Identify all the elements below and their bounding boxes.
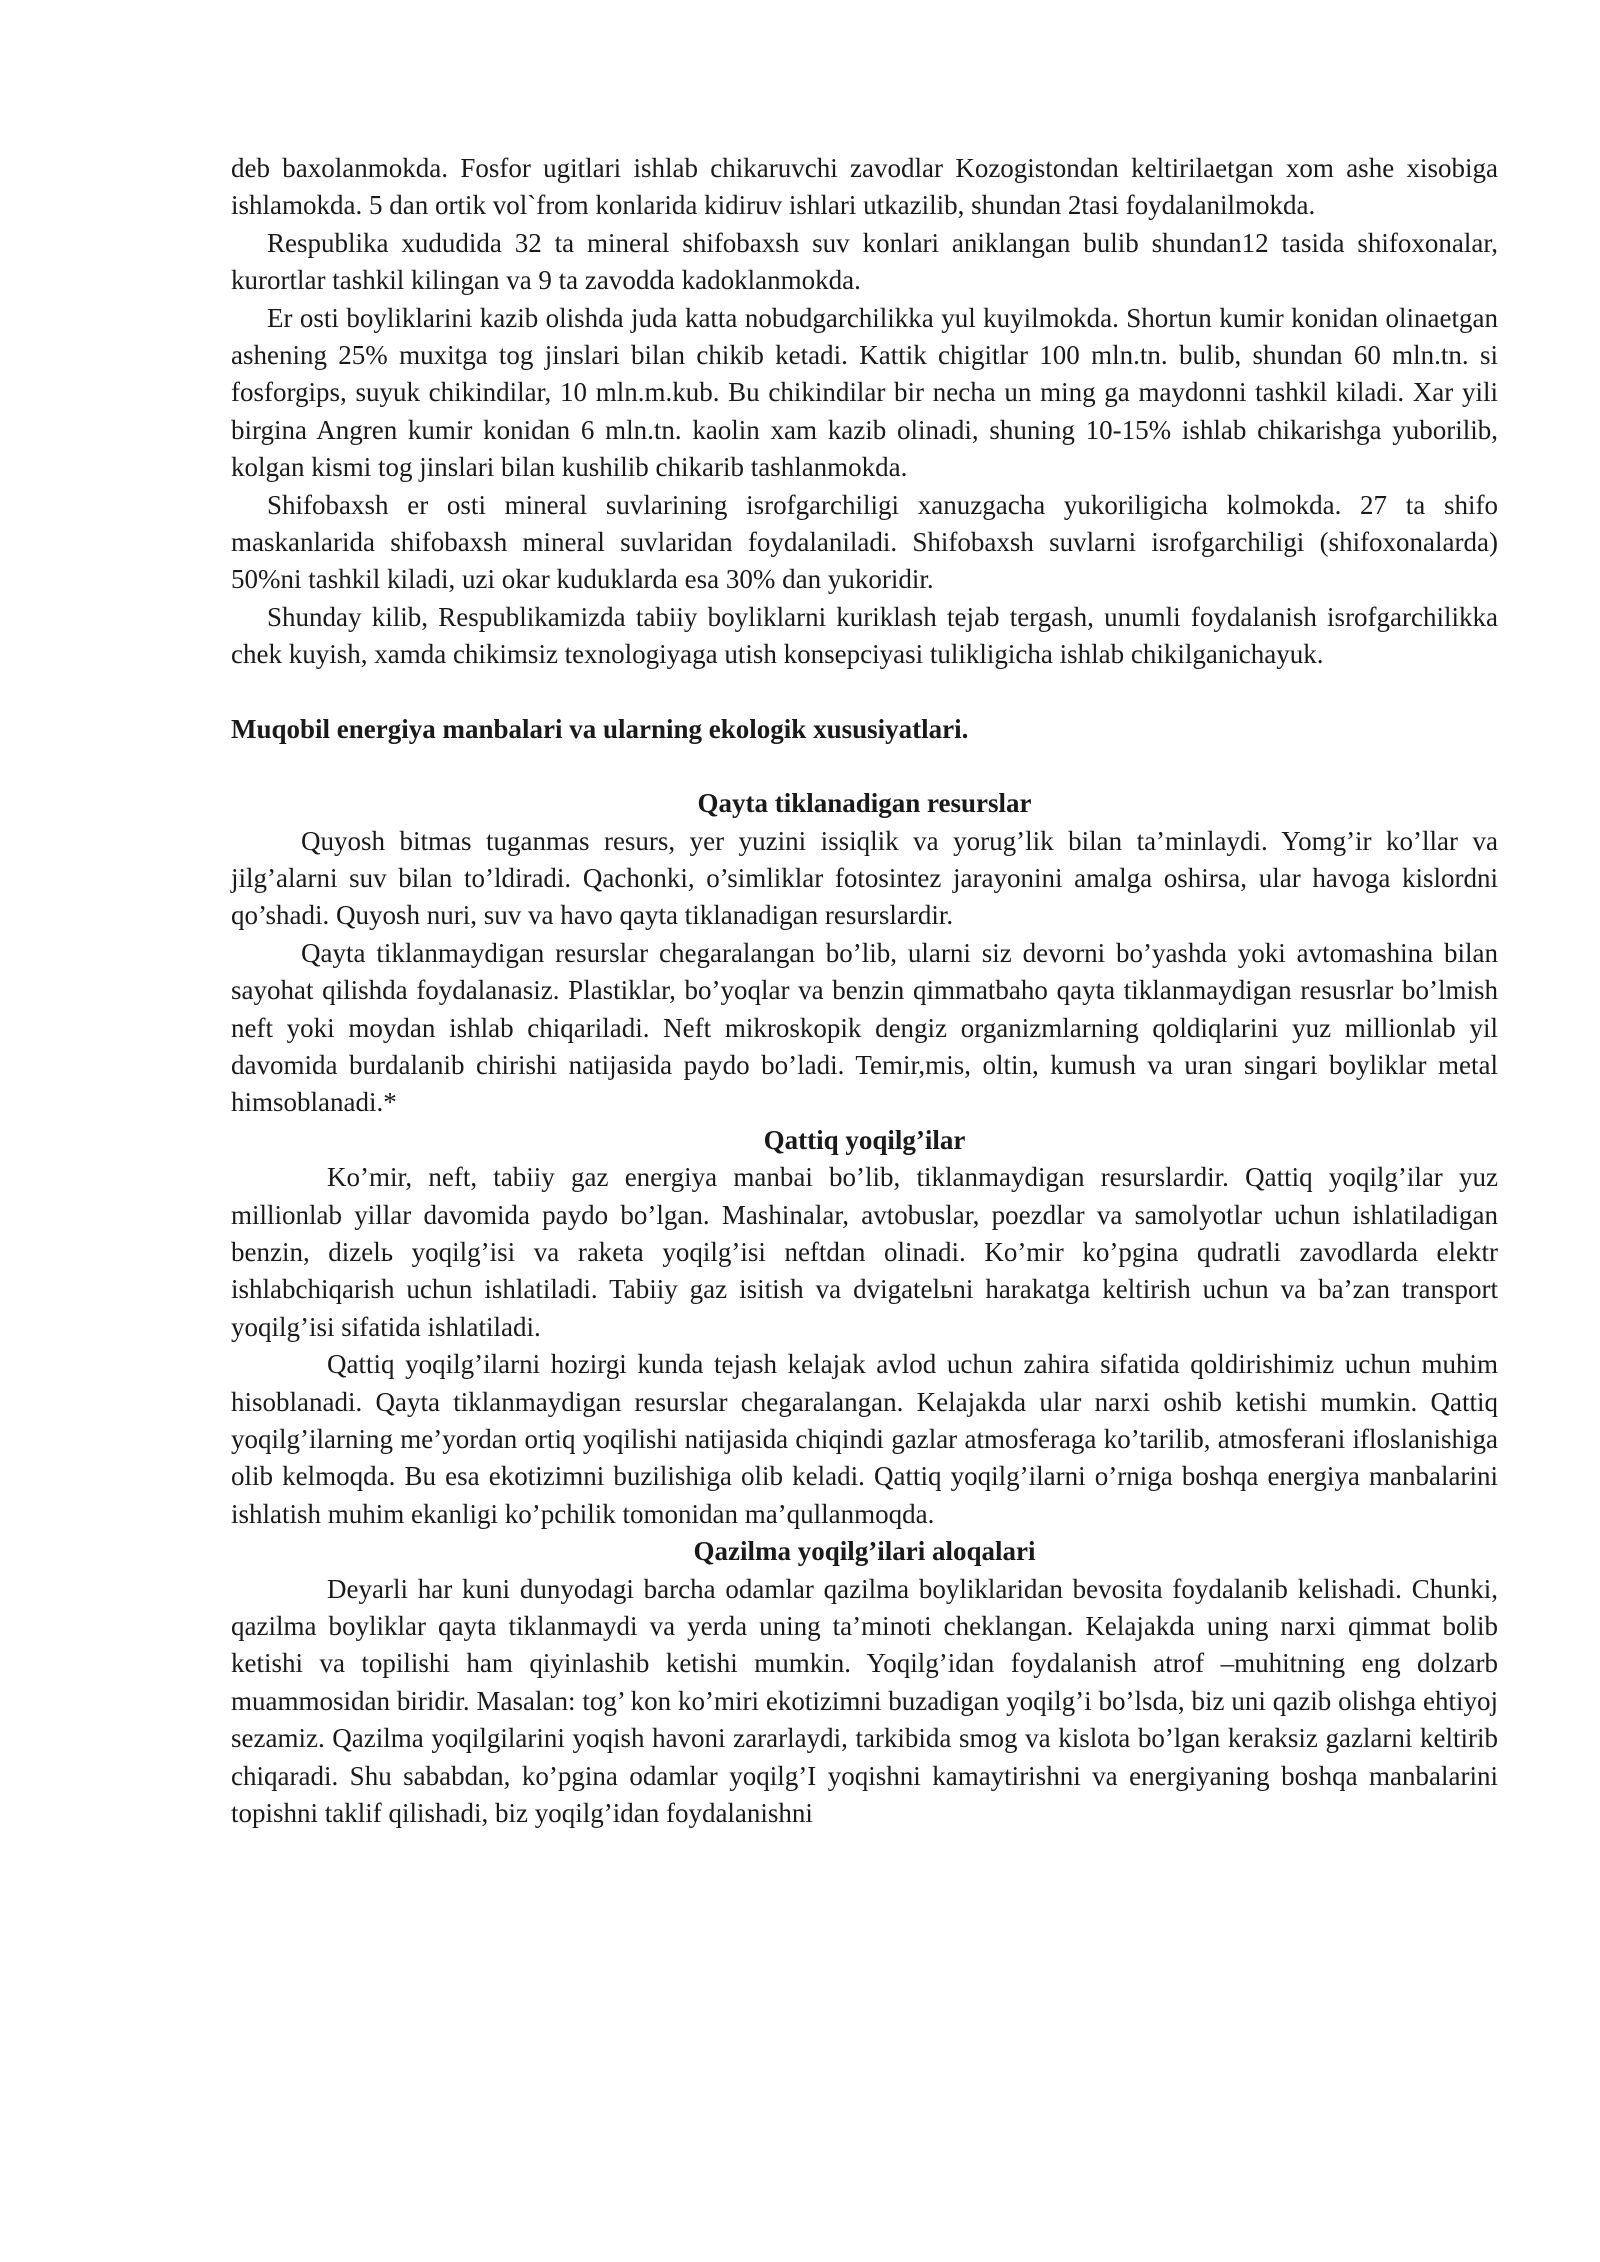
paragraph-intro-2: Respublika xududida 32 ta mineral shifobaxsh suv konlari aniklangan bulib shundan12 tasida shifoxonalar, kurortlar tashkil kilingan va 9 ta zavodda kadoklanmokda.	[231, 227, 1498, 296]
paragraph-renewable-2: Qayta tiklanmaydigan resurslar chegaralangan bo’lib, ularni siz devorni bo’yashda yoki avtomashina bilan sayohat qilishda foydalanasiz. Plastiklar, bo’yoqlar va benzin qimmatbaho qayta tiklanmaydigan resusrlar bo’lmish neft yoki moydan ishlab chiqariladi. Neft mikroskopik dengiz organizmlarning qoldiqlarini yuz millionlab yil davomida burdalanib chirishi natijasida paydo bo’ladi. Temir,mis, oltin, kumush va uran singari boyliklar metal himsoblanadi.*	[231, 937, 1498, 1118]
section-heading-solid-fuels: Qattiq yoqilg’ilar	[763, 1124, 966, 1155]
paragraph-solid-fuels-2: Qattiq yoqilg’ilarni hozirgi kunda tejash kelajak avlod uchun zahira sifatida qoldirishimiz uchun muhim hisoblanadi. Qayta tiklanmaydigan resurslar chegaralangan. Kelajakda ular narxi oshib ketishi mumkin. Qattiq yoqilg’ilarning me’yordan ortiq yoqilishi natijasida chiqindi gazlar atmosferaga ko’tarilib, atmosferani ifloslanishiga olib kelmoqda. Bu esa ekotizimni buzilishiga olib keladi. Qattiq yoqilg’ilarni o’rniga boshqa energiya manbalarini ishlatish muhim ekanligi ko’pchilik tomonidan ma’qullanmoqda.	[231, 1349, 1498, 1529]
paragraph-fossil-fuels-1: Deyarli har kuni dunyodagi barcha odamlar qazilma boyliklaridan bevosita foydalanib kelishadi. Chunki, qazilma boyliklar qayta tiklanmaydi va yerda uning ta’minoti cheklangan. Kelajakda uning narxi qimmat bolib ketishi va topilishi ham qiyinlashib ketishi mumkin. Yoqilg’idan foydalanish atrof –muhitning eng dolzarb muammosidan biridir. Masalan: tog’ kon ko’miri ekotizimni buzadigan yoqilg’i bo’lsda, biz uni qazib olishga ehtiyoj sezamiz. Qazilma yoqilgilarini yoqish havoni zararlaydi, tarkibida smog va kislota bo’lgan keraksiz gazlarni keltirib chiqaradi. Shu sababdan, ko’pgina odamlar yoqilg’I yoqishni kamaytirishni va energiyaning boshqa manbalarini topishni taklif qilishadi, biz yoqilg’idan foydalanishni	[231, 1573, 1498, 1829]
paragraph-renewable-1: Quyosh bitmas tuganmas resurs, yer yuzini issiqlik va yorug’lik bilan ta’minlaydi. Yomg’ir ko’llar va jilg’alarni suv bilan to’ldiradi. Qachonki, o’simliklar fotosintez jarayonini amalga oshirsa, ular havoga kislordni qo’shadi. Quyosh nuri, suv va havo qayta tiklanadigan resurslardir.	[231, 825, 1498, 931]
paragraph-intro-1: deb baxolanmokda. Fosfor ugitlari ishlab chikaruvchi zavodlar Kozogistondan keltirilaetgan xom ashe xisobiga ishlamokda. 5 dan ortik vol`from konlarida kidiruv ishlari utkazilib, shundan 2tasi foydalanilmokda.	[231, 153, 1498, 221]
section-heading-fossil-fuels: Qazilma yoqilg’ilari aloqalari	[693, 1536, 1036, 1567]
document-body	[231, 150, 1498, 1832]
spacer	[231, 748, 1498, 785]
main-heading: Muqobil energiya manbalari va ularning ekologik xususiyatlari.	[231, 713, 969, 744]
paragraph-intro-3: Er osti boyliklarini kazib olishda juda katta nobudgarchilikka yul kuyilmokda. Shortun kumir konidan olinaetgan ashening 25% muxitga tog jinslari bilan chikib ketadi. Kattik chigitlar 100 mln.tn. bulib, shundan 60 mln.tn. si fosforgips, suyuk chikindilar, 10 mln.m.kub. Bu chikindilar bir necha un ming ga maydonni tashkil kiladi. Xar yili birgina Angren kumir konidan 6 mln.tn. kaolin xam kazib olinadi, shuning 10-15% ishlab chikarishga yuborilib, kolgan kismi tog jinslari bilan kushilib chikarib tashlanmokda.	[231, 302, 1498, 483]
paragraph-solid-fuels-1: Ko’mir, neft, tabiiy gaz energiya manbai bo’lib, tiklanmaydigan resurslardir. Qattiq yoqilg’ilar yuz millionlab yillar davomida paydo bo’lgan. Mashinalar, avtobuslar, poezdlar va samolyotlar uchun ishlatiladigan benzin, dizelь yoqilg’isi va raketa yoqilg’isi neftdan olinadi. Ko’mir ko’pgina qudratli zavodlarda elektr ishlabchiqarish uchun ishlatiladi. Tabiiy gaz isitish va dvigatelьni harakatga keltirish uchun va ba’zan transport yoqilg’isi sifatida ishlatiladi.	[231, 1162, 1498, 1342]
paragraph-intro-4: Shifobaxsh er osti mineral suvlarining isrofgarchiligi xanuzgacha yukoriligicha kolmokda. 27 ta shifo maskanlarida shifobaxsh mineral suvlaridan foydalaniladi. Shifobaxsh suvlarni isrofgarchiligi (shifoxonalarda) 50%ni tashkil kiladi, uzi okar kuduklarda esa 30% dan yukoridir.	[231, 489, 1498, 595]
spacer	[231, 674, 1498, 711]
paragraph-intro-5: Shunday kilib, Respublikamizda tabiiy boyliklarni kuriklash tejab tergash, unumli foydalanish isrofgarchilikka chek kuyish, xamda chikimsiz texnologiyaga utish konsepciyasi tulikligicha ishlab chikilganichayuk.	[231, 601, 1498, 670]
section-heading-renewable: Qayta tiklanadigan resurslar	[697, 788, 1032, 819]
